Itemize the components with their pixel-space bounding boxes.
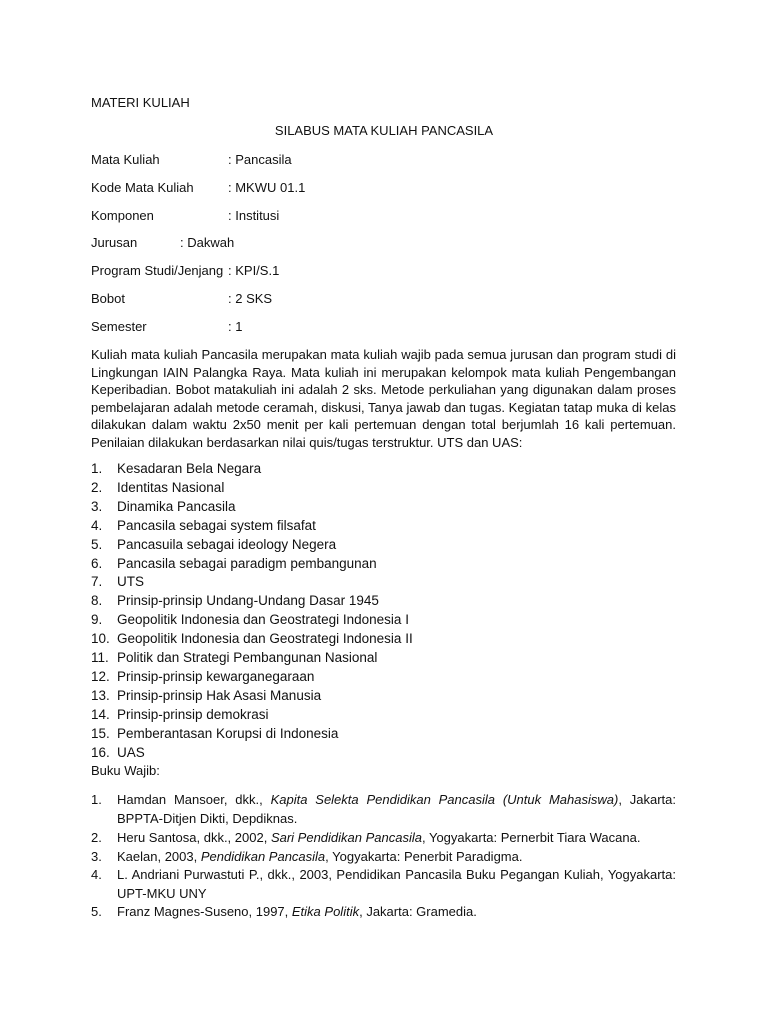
book-author: L. Andriani Purwastuti P., dkk., 2003, Pendidikan Pancasila Buku Pegangan Kuliah, Yogyakarta: UPT-MKU UNY [117,867,676,901]
item-text: Prinsip-prinsip Undang-Undang Dasar 1945 [117,593,379,609]
item-number: 3. [91,498,103,514]
book-title: Etika Politik [291,904,360,919]
meta-label: Program Studi/Jenjang [91,263,224,278]
item-number: 7. [91,574,103,590]
item-number: 5. [91,536,103,552]
list-item [91,744,413,763]
item-number: 16. [91,744,110,760]
item-number: 10. [91,631,110,647]
item-text: Politik dan Strategi Pembangunan Nasional [117,650,378,666]
item-number: 11. [91,650,109,666]
list-item [91,848,676,867]
book-title: Sari Pendidikan Pancasila [270,830,422,845]
item-number: 15. [91,725,110,741]
book-title: Pendidikan Pancasila [200,848,326,864]
list-item [91,592,413,611]
item-text: Pemberantasan Korupsi di Indonesia [117,725,339,741]
list-item [91,791,676,828]
book-author: Kaelan, 2003, [117,848,201,864]
list-item [91,498,413,517]
item-number: 8. [91,593,103,609]
item-text: Pancasila sebagai paradigm pembangunan [117,555,377,571]
item-number: 4. [91,517,103,533]
meta-label: Jurusan [91,235,138,250]
item-text: Dinamika Pancasila [117,498,236,514]
list-item [91,536,413,555]
list-item [91,687,413,706]
document-heading: MATERI KULIAH [91,95,190,110]
item-number: 6. [91,555,103,571]
list-item [91,517,413,536]
meta-label: Kode Mata Kuliah [91,180,194,195]
item-text: UAS [117,744,145,760]
item-text: Kesadaran Bela Negara [117,461,262,476]
syllabus-title: SILABUS MATA KULIAH PANCASILA [274,123,494,138]
book-publisher: , Yogyakarta: Pernerbit Tiara Wacana. [421,830,641,845]
list-item [91,903,676,922]
meta-value: : 2 SKS [228,291,273,306]
list-item [91,630,413,649]
list-item [91,611,413,630]
book-author: Franz Magnes-Suseno, 1997, [117,904,292,919]
list-item [91,829,676,848]
meta-label: Semester [91,319,147,334]
item-number: 1. [91,461,103,476]
item-number: 14. [91,706,110,722]
item-number: 13. [91,687,110,703]
item-text: Pancasila sebagai system filsafat [117,517,316,533]
book-author: Heru Santosa, dkk., 2002, [117,830,271,845]
meta-label: Bobot [91,291,125,306]
item-text: UTS [117,574,144,590]
meta-label: Mata Kuliah [91,152,160,167]
item-number: 3. [91,848,102,864]
book-title: Kapita Selekta Pendidikan Pancasila (Untuk Mahasiswa) [270,792,619,807]
list-item [91,555,413,574]
item-number: 4. [91,867,102,882]
item-text: Prinsip-prinsip kewarganegaraan [117,668,315,684]
book-publisher: , Jakarta: Gramedia. [359,904,477,919]
meta-value: : MKWU 01.1 [228,180,306,195]
book-author: Hamdan Mansoer, dkk., [117,792,271,807]
book-publisher: , Jakarta: BPPTA-Ditjen Dikti, Depdiknas. [117,792,677,826]
list-item [91,706,413,725]
meta-value: : Dakwah [180,235,235,250]
course-description: Kuliah mata kuliah Pancasila merupakan mata kuliah wajib pada semua jurusan dan program studi di Lingkungan IAIN Palangka Raya. Mata kuliah ini merupakan kelompok mata kuliah Pengembangan Keperibadian. Bobot matakuliah ini adalah 2 sks. Metode perkuliahan yang digunakan dalam proses pembelajaran adalah metode ceramah, diskusi, Tanya jawab dan tugas. Kegiatan tatap muka di kelas dilakukan dalam waktu 2x50 menit per kali pertemuan dengan total berjumlah 16 kali pertemuan. Penilaian dilakukan berdasarkan nilai quis/tugas terstruktur. UTS dan UAS: [91,347,676,450]
item-text: Prinsip-prinsip Hak Asasi Manusia [117,687,322,703]
meta-value: : Institusi [228,208,280,223]
item-text: Prinsip-prinsip demokrasi [117,706,269,722]
item-text: Pancasuila sebagai ideology Negera [117,536,337,552]
item-text: Geopolitik Indonesia dan Geostrategi Indonesia I [117,612,409,628]
item-text: Identitas Nasional [117,479,225,495]
list-item [91,668,413,687]
book-publisher: , Yogyakarta: Penerbit Paradigma. [325,848,523,864]
list-item [91,866,676,903]
meta-label: Komponen [91,208,154,223]
meta-value: : 1 [228,319,243,334]
list-item [91,649,413,668]
list-item [91,460,413,479]
list-item [91,479,413,498]
meta-value: : KPI/S.1 [228,263,280,278]
item-text: Geopolitik Indonesia dan Geostrategi Indonesia II [117,631,413,647]
item-number: 1. [91,792,102,807]
required-books-heading: Buku Wajib: [91,763,160,778]
item-number: 2. [91,830,102,845]
list-item [91,725,413,744]
list-item [91,573,413,592]
item-number: 2. [91,479,103,495]
item-number: 12. [91,668,110,684]
topic-list [91,460,413,763]
item-number: 9. [91,612,103,628]
book-list [91,791,676,922]
item-number: 5. [91,904,102,919]
meta-value: : Pancasila [228,152,292,167]
